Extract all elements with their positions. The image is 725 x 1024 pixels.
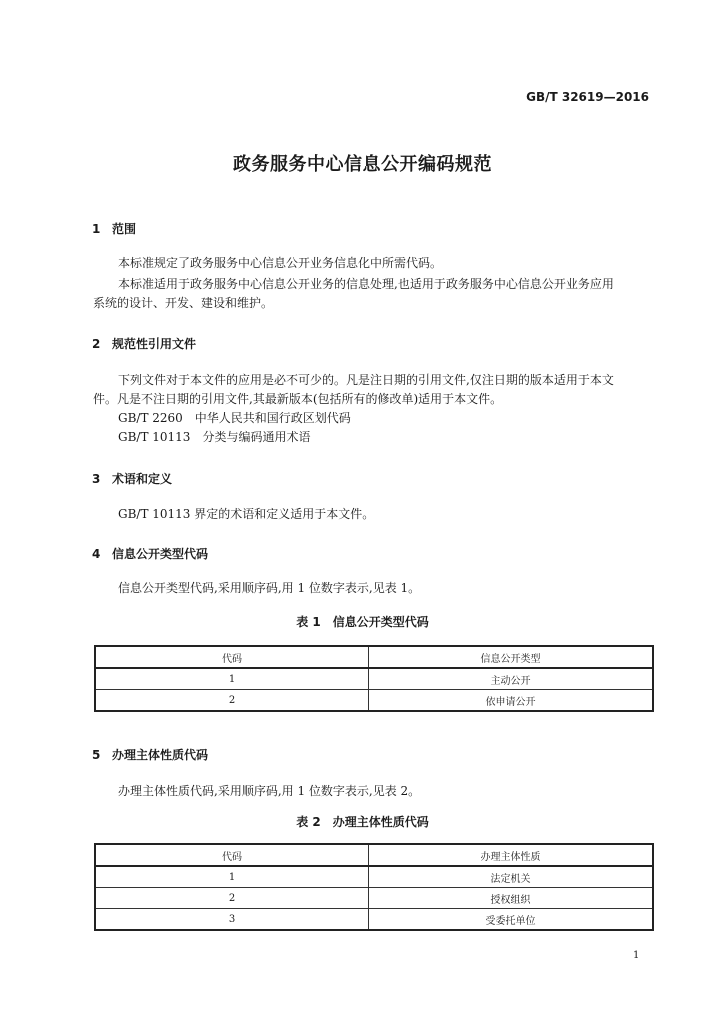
column-header: 代码: [95, 646, 369, 668]
table-cell: 1: [95, 668, 369, 690]
column-header: 办理主体性质: [369, 844, 654, 866]
table-cell: 2: [95, 888, 369, 909]
column-header: 代码: [95, 844, 369, 866]
section-title: 术语和定义: [112, 472, 173, 486]
paragraph: 本标准适用于政务服务中心信息公开业务的信息处理,也适用于政务服务中心信息公开业务应用: [118, 277, 614, 291]
section-heading-1: [92, 220, 136, 237]
section-number: 4: [92, 547, 101, 561]
info-disclosure-type-table: [94, 645, 654, 712]
paragraph: 件。凡是不注日期的引用文件,其最新版本(包括所有的修改单)适用于本文件。: [93, 392, 503, 406]
table-row: [95, 909, 653, 931]
paragraph: GB/T 2260 中华人民共和国行政区划代码: [118, 411, 351, 425]
table-cell: 3: [95, 909, 369, 931]
section-heading-2: [92, 335, 196, 352]
section-title: 办理主体性质代码: [112, 748, 209, 762]
standard-number: GB/T 32619—2016: [526, 90, 649, 104]
paragraph: 本标准规定了政务服务中心信息公开业务信息化中所需代码。: [118, 256, 443, 270]
section-heading-3: [92, 470, 172, 487]
section-number: 3: [92, 472, 101, 486]
section-title: 信息公开类型代码: [112, 547, 209, 561]
paragraph: GB/T 10113 界定的术语和定义适用于本文件。: [118, 507, 375, 521]
section-number: 2: [92, 337, 101, 351]
table-header-row: [95, 646, 653, 668]
page-number: 1: [633, 950, 640, 961]
column-header: 信息公开类型: [369, 646, 654, 668]
table-caption: 表 2 办理主体性质代码: [296, 815, 429, 829]
table-cell: 1: [95, 866, 369, 888]
table-cell: 授权组织: [369, 888, 654, 909]
table-cell: 主动公开: [369, 668, 654, 690]
table-row: [95, 866, 653, 888]
paragraph: 下列文件对于本文件的应用是必不可少的。凡是注日期的引用文件,仅注日期的版本适用于本文: [118, 373, 614, 387]
table-row: [95, 690, 653, 712]
section-title: 规范性引用文件: [112, 337, 197, 351]
paragraph: GB/T 10113 分类与编码通用术语: [118, 430, 311, 444]
table-caption: 表 1 信息公开类型代码: [296, 615, 429, 629]
table-cell: 法定机关: [369, 866, 654, 888]
page-title: 政务服务中心信息公开编码规范: [233, 154, 492, 175]
section-heading-4: [92, 545, 208, 562]
table-row: [95, 668, 653, 690]
section-number: 5: [92, 748, 101, 762]
section-title: 范围: [112, 222, 137, 236]
table-row: [95, 888, 653, 909]
paragraph: 办理主体性质代码,采用顺序码,用 1 位数字表示,见表 2。: [118, 784, 421, 798]
section-heading-5: [92, 746, 208, 763]
table-cell: 2: [95, 690, 369, 712]
paragraph: 系统的设计、开发、建设和维护。: [93, 296, 274, 310]
table-header-row: [95, 844, 653, 866]
handling-entity-nature-table: [94, 843, 654, 931]
section-number: 1: [92, 222, 101, 236]
table-cell: 依申请公开: [369, 690, 654, 712]
table-cell: 受委托单位: [369, 909, 654, 931]
paragraph: 信息公开类型代码,采用顺序码,用 1 位数字表示,见表 1。: [118, 581, 421, 595]
